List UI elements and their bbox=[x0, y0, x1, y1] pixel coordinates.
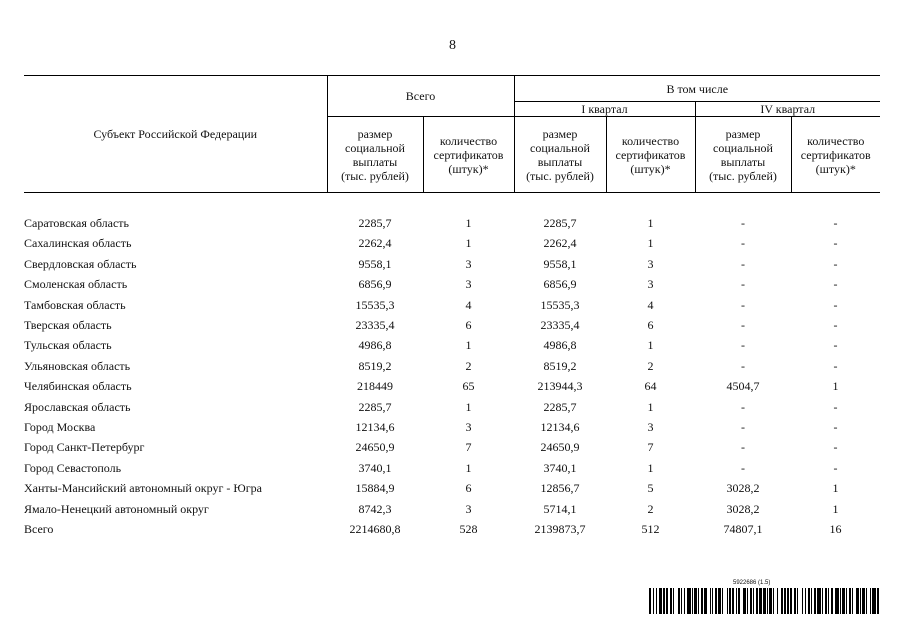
q1-size-cell: 23335,4 bbox=[540, 318, 580, 333]
total-count-cell: 4 bbox=[465, 297, 472, 312]
q4-size-cell: - bbox=[741, 440, 745, 455]
subject-column-header: Субъект Российской Федерации bbox=[24, 76, 327, 193]
q1-size-cell: 5714,1 bbox=[543, 501, 577, 516]
size-label-line: (тыс. рублей) bbox=[709, 168, 777, 183]
count-label-line: количество bbox=[621, 133, 680, 148]
table-row bbox=[24, 417, 880, 437]
total-size-cell: 9558,1 bbox=[358, 256, 392, 271]
q4-count-header bbox=[791, 117, 880, 193]
size-label-line: выплаты bbox=[720, 154, 766, 169]
region-name-cell: Ульяновская область bbox=[24, 358, 131, 373]
size-label-line: выплаты bbox=[352, 154, 398, 169]
table-row bbox=[24, 356, 880, 376]
total-group-header: Всего bbox=[327, 76, 514, 117]
q4-size-cell: - bbox=[741, 277, 745, 292]
q1-count-cell: 6 bbox=[647, 318, 654, 333]
table-row bbox=[24, 478, 880, 498]
q1-count-cell: 2 bbox=[647, 501, 654, 516]
region-name-cell: Ярославская область bbox=[24, 399, 131, 414]
q1-size-header bbox=[514, 117, 606, 193]
region-name-cell: Город Севастополь bbox=[24, 460, 122, 475]
q1-size-cell: 2262,4 bbox=[543, 236, 577, 251]
header-spacer-row bbox=[24, 193, 880, 214]
q4-count-cell: - bbox=[833, 440, 838, 455]
table-row bbox=[24, 519, 880, 539]
table-row bbox=[24, 295, 880, 315]
q1-count-cell: 2 bbox=[647, 358, 654, 373]
q1-count-cell: 4 bbox=[647, 297, 654, 312]
total-size-cell: 2214680,8 bbox=[349, 521, 401, 536]
region-name-cell: Саратовская область bbox=[24, 216, 130, 231]
table-row bbox=[24, 397, 880, 417]
total-size-header bbox=[327, 117, 423, 193]
q1-count-cell: 64 bbox=[644, 379, 657, 394]
size-label-line: социальной bbox=[530, 140, 590, 155]
total-count-cell: 1 bbox=[465, 236, 472, 251]
q1-size-cell: 8519,2 bbox=[543, 358, 577, 373]
q4-count-cell: 16 bbox=[829, 521, 842, 536]
q1-size-cell: 15535,3 bbox=[540, 297, 580, 312]
size-label-line: (тыс. рублей) bbox=[526, 168, 594, 183]
q1-size-cell: 24650,9 bbox=[540, 440, 580, 455]
total-size-cell: 2285,7 bbox=[358, 399, 392, 414]
q4-count-cell: - bbox=[833, 256, 838, 271]
total-size-cell: 15535,3 bbox=[355, 297, 395, 312]
including-group-header: В том числе bbox=[514, 76, 880, 102]
count-label-line: (штук)* bbox=[630, 161, 671, 176]
total-count-cell: 3 bbox=[465, 277, 472, 292]
size-label-line: (тыс. рублей) bbox=[341, 168, 409, 183]
table-row bbox=[24, 336, 880, 356]
q1-count-cell: 1 bbox=[647, 399, 654, 414]
q1-size-cell: 4986,8 bbox=[543, 338, 577, 353]
total-count-cell: 7 bbox=[465, 440, 472, 455]
table-row bbox=[24, 315, 880, 335]
table-row bbox=[24, 275, 880, 295]
size-label-line: социальной bbox=[345, 140, 405, 155]
region-name-cell: Ханты-Мансийский автономный округ - Югра bbox=[24, 481, 262, 496]
q4-count-cell: - bbox=[833, 338, 838, 353]
count-label-line: (штук)* bbox=[815, 161, 856, 176]
total-count-cell: 3 bbox=[465, 419, 472, 434]
count-label-line: сертификатов bbox=[615, 147, 686, 162]
region-name-cell: Сахалинская область bbox=[24, 236, 132, 251]
q4-size-cell: 3028,2 bbox=[726, 501, 760, 516]
q1-count-header bbox=[606, 117, 695, 193]
region-name-cell: Город Москва bbox=[24, 419, 96, 434]
table-body bbox=[24, 193, 880, 540]
q4-count-cell: - bbox=[833, 236, 838, 251]
q1-count-cell: 1 bbox=[647, 216, 654, 231]
q4-size-cell: - bbox=[741, 460, 745, 475]
q4-size-header bbox=[695, 117, 791, 193]
q4-count-cell: 1 bbox=[832, 481, 839, 496]
q4-count-cell: - bbox=[833, 358, 838, 373]
q4-count-cell: - bbox=[833, 297, 838, 312]
total-count-cell: 2 bbox=[465, 358, 472, 373]
barcode-label: 5922686 (1.5) bbox=[733, 580, 771, 586]
q4-size-cell: 3028,2 bbox=[726, 481, 760, 496]
table-row bbox=[24, 499, 880, 519]
q4-size-cell: - bbox=[741, 419, 745, 434]
size-label-line: размер bbox=[542, 126, 578, 141]
region-name-cell: Челябинская область bbox=[24, 379, 132, 394]
q4-size-cell: - bbox=[741, 318, 745, 333]
total-count-cell: 65 bbox=[462, 379, 475, 394]
table-header bbox=[24, 76, 880, 193]
q4-count-cell: - bbox=[833, 399, 838, 414]
q1-size-cell: 12134,6 bbox=[540, 419, 580, 434]
total-size-cell: 2262,4 bbox=[358, 236, 392, 251]
q4-count-cell: 1 bbox=[832, 379, 839, 394]
region-name-cell: Город Санкт-Петербург bbox=[24, 440, 145, 455]
q4-size-cell: - bbox=[741, 297, 745, 312]
table-row bbox=[24, 438, 880, 458]
q1-count-cell: 3 bbox=[647, 277, 654, 292]
q1-count-cell: 5 bbox=[647, 481, 654, 496]
total-count-cell: 3 bbox=[465, 256, 472, 271]
q1-size-cell: 213944,3 bbox=[537, 379, 583, 394]
q4-header: IV квартал bbox=[695, 102, 880, 117]
total-size-cell: 218449 bbox=[357, 379, 393, 394]
total-size-cell: 4986,8 bbox=[358, 338, 392, 353]
total-size-cell: 24650,9 bbox=[355, 440, 395, 455]
q1-size-cell: 3740,1 bbox=[543, 460, 577, 475]
q4-count-cell: - bbox=[833, 277, 838, 292]
q4-count-cell: - bbox=[833, 216, 838, 231]
q4-size-cell: 74807,1 bbox=[723, 521, 763, 536]
q1-count-cell: 512 bbox=[641, 521, 660, 536]
total-size-cell: 23335,4 bbox=[355, 318, 395, 333]
region-name-cell: Смоленская область bbox=[24, 277, 128, 292]
count-label-line: (штук)* bbox=[448, 161, 489, 176]
q4-size-cell: 4504,7 bbox=[726, 379, 760, 394]
q1-size-cell: 12856,7 bbox=[540, 481, 580, 496]
q4-size-cell: - bbox=[741, 236, 745, 251]
total-count-cell: 528 bbox=[459, 521, 478, 536]
q4-count-cell: 1 bbox=[832, 501, 839, 516]
q1-size-cell: 2285,7 bbox=[543, 399, 577, 414]
region-name-cell: Тульская область bbox=[24, 338, 112, 353]
total-count-cell: 6 bbox=[465, 318, 472, 333]
total-size-cell: 8742,3 bbox=[358, 501, 392, 516]
q1-count-cell: 1 bbox=[647, 460, 654, 475]
size-label-line: социальной bbox=[713, 140, 773, 155]
barcode-bar bbox=[879, 588, 880, 614]
social-payments-table bbox=[24, 75, 880, 540]
region-name-cell: Тамбовская область bbox=[24, 297, 126, 312]
total-size-cell: 2285,7 bbox=[358, 216, 392, 231]
page-number: 8 bbox=[449, 38, 456, 53]
total-count-header bbox=[423, 117, 514, 193]
q1-size-cell: 2285,7 bbox=[543, 216, 577, 231]
total-size-cell: 8519,2 bbox=[358, 358, 392, 373]
region-name-cell: Ямало-Ненецкий автономный округ bbox=[24, 501, 209, 516]
total-size-cell: 6856,9 bbox=[358, 277, 392, 292]
table-row bbox=[24, 458, 880, 478]
total-count-cell: 6 bbox=[465, 481, 472, 496]
q4-size-cell: - bbox=[741, 358, 745, 373]
q1-count-cell: 7 bbox=[647, 440, 654, 455]
q1-count-cell: 3 bbox=[647, 256, 654, 271]
table-row bbox=[24, 254, 880, 274]
q1-size-cell: 2139873,7 bbox=[534, 521, 586, 536]
table-row bbox=[24, 377, 880, 397]
q4-count-cell: - bbox=[833, 419, 838, 434]
q4-size-cell: - bbox=[741, 256, 745, 271]
q4-size-cell: - bbox=[741, 216, 745, 231]
total-count-cell: 3 bbox=[465, 501, 472, 516]
q1-header: I квартал bbox=[514, 102, 695, 117]
region-name-cell: Всего bbox=[24, 521, 54, 536]
q1-size-cell: 6856,9 bbox=[543, 277, 577, 292]
total-size-cell: 15884,9 bbox=[355, 481, 395, 496]
region-name-cell: Тверская область bbox=[24, 318, 112, 333]
barcode bbox=[649, 588, 882, 614]
total-count-cell: 1 bbox=[465, 399, 472, 414]
table-row bbox=[24, 234, 880, 254]
count-label-line: количество bbox=[807, 133, 865, 148]
size-label-line: выплаты bbox=[537, 154, 583, 169]
total-count-cell: 1 bbox=[465, 460, 472, 475]
size-label-line: размер bbox=[357, 126, 393, 141]
table-row bbox=[24, 213, 880, 233]
count-label-line: сертификатов bbox=[433, 147, 504, 162]
q4-count-cell: - bbox=[833, 318, 838, 333]
total-size-cell: 3740,1 bbox=[358, 460, 392, 475]
total-count-cell: 1 bbox=[465, 338, 472, 353]
q4-size-cell: - bbox=[741, 399, 745, 414]
q1-count-cell: 3 bbox=[647, 419, 654, 434]
q1-count-cell: 1 bbox=[647, 236, 654, 251]
q1-count-cell: 1 bbox=[647, 338, 654, 353]
q1-size-cell: 9558,1 bbox=[543, 256, 577, 271]
q4-size-cell: - bbox=[741, 338, 745, 353]
total-count-cell: 1 bbox=[465, 216, 472, 231]
count-label-line: сертификатов bbox=[800, 147, 871, 162]
total-size-cell: 12134,6 bbox=[355, 419, 395, 434]
size-label-line: размер bbox=[725, 126, 761, 141]
q4-count-cell: - bbox=[833, 460, 838, 475]
region-name-cell: Свердловская область bbox=[24, 256, 137, 271]
count-label-line: количество bbox=[439, 133, 498, 148]
